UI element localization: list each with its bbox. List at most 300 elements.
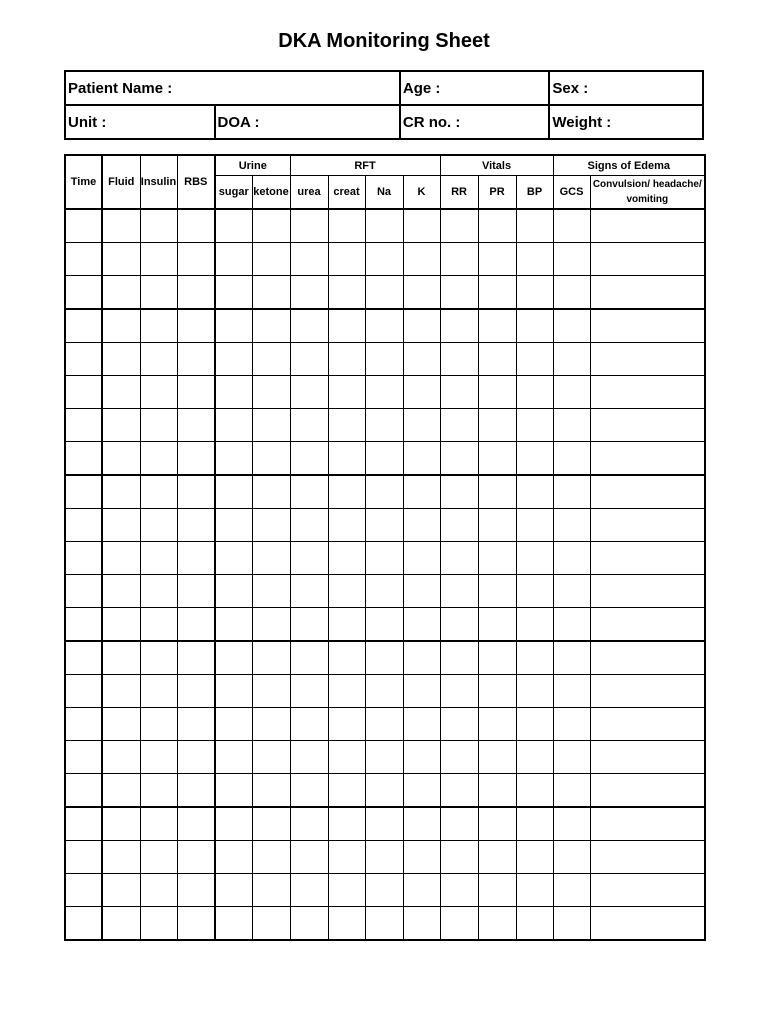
table-cell[interactable] xyxy=(590,741,705,774)
table-cell[interactable] xyxy=(440,675,478,708)
table-cell[interactable] xyxy=(140,376,177,409)
table-cell[interactable] xyxy=(252,409,290,442)
table-cell[interactable] xyxy=(290,575,328,608)
table-cell[interactable] xyxy=(328,309,365,343)
table-cell[interactable] xyxy=(328,608,365,642)
table-cell[interactable] xyxy=(328,874,365,907)
table-cell[interactable] xyxy=(478,907,516,941)
table-cell[interactable] xyxy=(290,708,328,741)
table-cell[interactable] xyxy=(102,741,140,774)
table-cell[interactable] xyxy=(590,542,705,575)
table-cell[interactable] xyxy=(290,741,328,774)
table-cell[interactable] xyxy=(553,209,590,243)
table-cell[interactable] xyxy=(215,575,252,608)
table-cell[interactable] xyxy=(177,907,215,941)
table-cell[interactable] xyxy=(440,774,478,808)
table-cell[interactable] xyxy=(140,608,177,642)
table-cell[interactable] xyxy=(590,243,705,276)
table-cell[interactable] xyxy=(553,343,590,376)
table-cell[interactable] xyxy=(177,509,215,542)
table-cell[interactable] xyxy=(290,409,328,442)
table-cell[interactable] xyxy=(440,542,478,575)
table-cell[interactable] xyxy=(252,509,290,542)
table-cell[interactable] xyxy=(403,708,440,741)
table-cell[interactable] xyxy=(65,807,102,841)
table-cell[interactable] xyxy=(440,209,478,243)
table-cell[interactable] xyxy=(215,907,252,941)
table-cell[interactable] xyxy=(252,907,290,941)
table-cell[interactable] xyxy=(440,343,478,376)
table-cell[interactable] xyxy=(102,874,140,907)
table-cell[interactable] xyxy=(590,309,705,343)
table-cell[interactable] xyxy=(328,343,365,376)
table-cell[interactable] xyxy=(478,509,516,542)
table-cell[interactable] xyxy=(140,575,177,608)
table-cell[interactable] xyxy=(440,708,478,741)
table-cell[interactable] xyxy=(102,807,140,841)
table-cell[interactable] xyxy=(328,807,365,841)
table-cell[interactable] xyxy=(403,641,440,675)
table-cell[interactable] xyxy=(365,841,403,874)
table-cell[interactable] xyxy=(516,376,553,409)
table-cell[interactable] xyxy=(478,841,516,874)
table-cell[interactable] xyxy=(590,376,705,409)
table-cell[interactable] xyxy=(403,542,440,575)
table-cell[interactable] xyxy=(290,807,328,841)
table-cell[interactable] xyxy=(478,807,516,841)
table-cell[interactable] xyxy=(102,343,140,376)
table-cell[interactable] xyxy=(215,608,252,642)
table-cell[interactable] xyxy=(290,475,328,509)
table-cell[interactable] xyxy=(177,376,215,409)
patient-name-field[interactable]: Patient Name : xyxy=(65,71,400,105)
table-cell[interactable] xyxy=(65,442,102,476)
table-cell[interactable] xyxy=(516,841,553,874)
table-cell[interactable] xyxy=(215,475,252,509)
table-cell[interactable] xyxy=(365,741,403,774)
table-cell[interactable] xyxy=(478,276,516,310)
table-cell[interactable] xyxy=(252,475,290,509)
table-cell[interactable] xyxy=(516,343,553,376)
table-cell[interactable] xyxy=(140,343,177,376)
table-cell[interactable] xyxy=(328,209,365,243)
cr-no-field[interactable]: CR no. : xyxy=(400,105,550,139)
table-cell[interactable] xyxy=(516,675,553,708)
table-cell[interactable] xyxy=(252,575,290,608)
table-cell[interactable] xyxy=(516,608,553,642)
table-cell[interactable] xyxy=(553,409,590,442)
table-cell[interactable] xyxy=(328,774,365,808)
table-cell[interactable] xyxy=(102,209,140,243)
table-cell[interactable] xyxy=(516,708,553,741)
table-cell[interactable] xyxy=(478,243,516,276)
table-cell[interactable] xyxy=(478,641,516,675)
table-cell[interactable] xyxy=(140,209,177,243)
table-cell[interactable] xyxy=(177,708,215,741)
table-cell[interactable] xyxy=(516,276,553,310)
table-cell[interactable] xyxy=(215,409,252,442)
table-cell[interactable] xyxy=(65,907,102,941)
table-cell[interactable] xyxy=(177,608,215,642)
table-cell[interactable] xyxy=(65,309,102,343)
table-cell[interactable] xyxy=(177,475,215,509)
table-cell[interactable] xyxy=(516,741,553,774)
table-cell[interactable] xyxy=(290,608,328,642)
table-cell[interactable] xyxy=(553,675,590,708)
table-cell[interactable] xyxy=(516,542,553,575)
table-cell[interactable] xyxy=(65,376,102,409)
table-cell[interactable] xyxy=(177,409,215,442)
table-cell[interactable] xyxy=(440,509,478,542)
table-cell[interactable] xyxy=(252,209,290,243)
table-cell[interactable] xyxy=(140,509,177,542)
table-cell[interactable] xyxy=(102,608,140,642)
table-cell[interactable] xyxy=(177,807,215,841)
table-cell[interactable] xyxy=(365,276,403,310)
table-cell[interactable] xyxy=(403,907,440,941)
table-cell[interactable] xyxy=(553,841,590,874)
table-cell[interactable] xyxy=(252,708,290,741)
table-cell[interactable] xyxy=(252,276,290,310)
table-cell[interactable] xyxy=(290,675,328,708)
age-field[interactable]: Age : xyxy=(400,71,550,105)
table-cell[interactable] xyxy=(478,343,516,376)
table-cell[interactable] xyxy=(177,675,215,708)
table-cell[interactable] xyxy=(102,243,140,276)
table-cell[interactable] xyxy=(478,741,516,774)
table-cell[interactable] xyxy=(290,309,328,343)
table-cell[interactable] xyxy=(553,874,590,907)
table-cell[interactable] xyxy=(65,409,102,442)
table-cell[interactable] xyxy=(365,608,403,642)
table-cell[interactable] xyxy=(65,209,102,243)
table-cell[interactable] xyxy=(365,675,403,708)
table-cell[interactable] xyxy=(177,243,215,276)
table-cell[interactable] xyxy=(177,209,215,243)
table-cell[interactable] xyxy=(478,309,516,343)
table-cell[interactable] xyxy=(252,807,290,841)
table-cell[interactable] xyxy=(440,575,478,608)
table-cell[interactable] xyxy=(290,276,328,310)
table-cell[interactable] xyxy=(140,807,177,841)
table-cell[interactable] xyxy=(177,841,215,874)
table-cell[interactable] xyxy=(553,475,590,509)
table-cell[interactable] xyxy=(328,475,365,509)
table-cell[interactable] xyxy=(590,608,705,642)
table-cell[interactable] xyxy=(290,376,328,409)
table-cell[interactable] xyxy=(328,243,365,276)
table-cell[interactable] xyxy=(102,841,140,874)
table-cell[interactable] xyxy=(65,641,102,675)
table-cell[interactable] xyxy=(252,243,290,276)
table-cell[interactable] xyxy=(102,675,140,708)
table-cell[interactable] xyxy=(65,708,102,741)
table-cell[interactable] xyxy=(140,774,177,808)
table-cell[interactable] xyxy=(102,475,140,509)
table-cell[interactable] xyxy=(403,874,440,907)
table-cell[interactable] xyxy=(328,509,365,542)
table-cell[interactable] xyxy=(478,675,516,708)
table-cell[interactable] xyxy=(252,641,290,675)
table-cell[interactable] xyxy=(553,376,590,409)
table-cell[interactable] xyxy=(440,376,478,409)
table-cell[interactable] xyxy=(328,708,365,741)
table-cell[interactable] xyxy=(365,509,403,542)
table-cell[interactable] xyxy=(177,343,215,376)
table-cell[interactable] xyxy=(290,509,328,542)
table-cell[interactable] xyxy=(440,841,478,874)
table-cell[interactable] xyxy=(403,409,440,442)
table-cell[interactable] xyxy=(177,874,215,907)
table-cell[interactable] xyxy=(516,309,553,343)
table-cell[interactable] xyxy=(140,874,177,907)
table-cell[interactable] xyxy=(590,907,705,941)
table-cell[interactable] xyxy=(102,509,140,542)
unit-field[interactable]: Unit : xyxy=(65,105,215,139)
table-cell[interactable] xyxy=(140,907,177,941)
table-cell[interactable] xyxy=(516,442,553,476)
table-cell[interactable] xyxy=(478,774,516,808)
table-cell[interactable] xyxy=(290,774,328,808)
table-cell[interactable] xyxy=(553,243,590,276)
table-cell[interactable] xyxy=(553,708,590,741)
table-cell[interactable] xyxy=(590,874,705,907)
table-cell[interactable] xyxy=(403,608,440,642)
table-cell[interactable] xyxy=(140,741,177,774)
table-cell[interactable] xyxy=(403,376,440,409)
table-cell[interactable] xyxy=(102,276,140,310)
table-cell[interactable] xyxy=(590,276,705,310)
table-cell[interactable] xyxy=(590,675,705,708)
table-cell[interactable] xyxy=(553,641,590,675)
table-cell[interactable] xyxy=(140,708,177,741)
table-cell[interactable] xyxy=(290,209,328,243)
table-cell[interactable] xyxy=(553,741,590,774)
table-cell[interactable] xyxy=(65,276,102,310)
table-cell[interactable] xyxy=(215,343,252,376)
table-cell[interactable] xyxy=(590,209,705,243)
table-cell[interactable] xyxy=(65,243,102,276)
table-cell[interactable] xyxy=(215,209,252,243)
table-cell[interactable] xyxy=(365,874,403,907)
table-cell[interactable] xyxy=(516,874,553,907)
table-cell[interactable] xyxy=(177,741,215,774)
table-cell[interactable] xyxy=(215,243,252,276)
table-cell[interactable] xyxy=(365,409,403,442)
table-cell[interactable] xyxy=(65,874,102,907)
table-cell[interactable] xyxy=(403,442,440,476)
table-cell[interactable] xyxy=(365,807,403,841)
table-cell[interactable] xyxy=(290,841,328,874)
table-cell[interactable] xyxy=(215,542,252,575)
table-cell[interactable] xyxy=(553,608,590,642)
table-cell[interactable] xyxy=(140,309,177,343)
table-cell[interactable] xyxy=(215,442,252,476)
table-cell[interactable] xyxy=(403,509,440,542)
table-cell[interactable] xyxy=(440,907,478,941)
table-cell[interactable] xyxy=(403,807,440,841)
table-cell[interactable] xyxy=(290,542,328,575)
table-cell[interactable] xyxy=(440,442,478,476)
table-cell[interactable] xyxy=(177,774,215,808)
table-cell[interactable] xyxy=(553,509,590,542)
table-cell[interactable] xyxy=(140,442,177,476)
table-cell[interactable] xyxy=(140,475,177,509)
table-cell[interactable] xyxy=(328,641,365,675)
table-cell[interactable] xyxy=(177,276,215,310)
table-cell[interactable] xyxy=(252,376,290,409)
table-cell[interactable] xyxy=(590,442,705,476)
table-cell[interactable] xyxy=(140,675,177,708)
table-cell[interactable] xyxy=(590,475,705,509)
table-cell[interactable] xyxy=(290,641,328,675)
table-cell[interactable] xyxy=(328,907,365,941)
table-cell[interactable] xyxy=(553,542,590,575)
table-cell[interactable] xyxy=(290,343,328,376)
table-cell[interactable] xyxy=(403,343,440,376)
table-cell[interactable] xyxy=(553,575,590,608)
table-cell[interactable] xyxy=(403,741,440,774)
table-cell[interactable] xyxy=(290,442,328,476)
table-cell[interactable] xyxy=(440,874,478,907)
table-cell[interactable] xyxy=(215,675,252,708)
table-cell[interactable] xyxy=(365,907,403,941)
table-cell[interactable] xyxy=(65,343,102,376)
table-cell[interactable] xyxy=(590,343,705,376)
table-cell[interactable] xyxy=(252,741,290,774)
table-cell[interactable] xyxy=(365,209,403,243)
table-cell[interactable] xyxy=(328,675,365,708)
table-cell[interactable] xyxy=(215,874,252,907)
table-cell[interactable] xyxy=(65,841,102,874)
table-cell[interactable] xyxy=(478,575,516,608)
table-cell[interactable] xyxy=(177,641,215,675)
table-cell[interactable] xyxy=(590,774,705,808)
table-cell[interactable] xyxy=(252,542,290,575)
table-cell[interactable] xyxy=(328,442,365,476)
sex-field[interactable]: Sex : xyxy=(549,71,703,105)
table-cell[interactable] xyxy=(328,575,365,608)
table-cell[interactable] xyxy=(215,774,252,808)
table-cell[interactable] xyxy=(478,542,516,575)
table-cell[interactable] xyxy=(102,376,140,409)
table-cell[interactable] xyxy=(328,276,365,310)
table-cell[interactable] xyxy=(365,542,403,575)
table-cell[interactable] xyxy=(516,475,553,509)
table-cell[interactable] xyxy=(65,509,102,542)
table-cell[interactable] xyxy=(65,575,102,608)
table-cell[interactable] xyxy=(403,243,440,276)
table-cell[interactable] xyxy=(478,608,516,642)
table-cell[interactable] xyxy=(215,309,252,343)
table-cell[interactable] xyxy=(177,542,215,575)
table-cell[interactable] xyxy=(590,841,705,874)
table-cell[interactable] xyxy=(440,608,478,642)
table-cell[interactable] xyxy=(365,376,403,409)
table-cell[interactable] xyxy=(290,874,328,907)
table-cell[interactable] xyxy=(102,575,140,608)
table-cell[interactable] xyxy=(215,807,252,841)
table-cell[interactable] xyxy=(215,509,252,542)
table-cell[interactable] xyxy=(252,675,290,708)
table-cell[interactable] xyxy=(590,708,705,741)
table-cell[interactable] xyxy=(590,409,705,442)
table-cell[interactable] xyxy=(478,209,516,243)
table-cell[interactable] xyxy=(440,309,478,343)
table-cell[interactable] xyxy=(252,442,290,476)
table-cell[interactable] xyxy=(365,475,403,509)
table-cell[interactable] xyxy=(328,542,365,575)
table-cell[interactable] xyxy=(365,708,403,741)
table-cell[interactable] xyxy=(478,376,516,409)
table-cell[interactable] xyxy=(516,641,553,675)
table-cell[interactable] xyxy=(252,841,290,874)
table-cell[interactable] xyxy=(365,641,403,675)
table-cell[interactable] xyxy=(516,409,553,442)
table-cell[interactable] xyxy=(553,276,590,310)
table-cell[interactable] xyxy=(478,708,516,741)
table-cell[interactable] xyxy=(65,741,102,774)
table-cell[interactable] xyxy=(215,276,252,310)
table-cell[interactable] xyxy=(102,907,140,941)
table-cell[interactable] xyxy=(328,841,365,874)
table-cell[interactable] xyxy=(553,907,590,941)
table-cell[interactable] xyxy=(252,608,290,642)
table-cell[interactable] xyxy=(65,542,102,575)
table-cell[interactable] xyxy=(102,708,140,741)
table-cell[interactable] xyxy=(365,442,403,476)
table-cell[interactable] xyxy=(403,774,440,808)
table-cell[interactable] xyxy=(516,774,553,808)
table-cell[interactable] xyxy=(403,841,440,874)
table-cell[interactable] xyxy=(590,509,705,542)
table-cell[interactable] xyxy=(440,243,478,276)
table-cell[interactable] xyxy=(252,874,290,907)
table-cell[interactable] xyxy=(365,774,403,808)
table-cell[interactable] xyxy=(140,409,177,442)
table-cell[interactable] xyxy=(553,807,590,841)
table-cell[interactable] xyxy=(403,209,440,243)
table-cell[interactable] xyxy=(177,442,215,476)
table-cell[interactable] xyxy=(102,774,140,808)
table-cell[interactable] xyxy=(590,641,705,675)
table-cell[interactable] xyxy=(365,575,403,608)
table-cell[interactable] xyxy=(215,376,252,409)
table-cell[interactable] xyxy=(553,442,590,476)
table-cell[interactable] xyxy=(65,675,102,708)
table-cell[interactable] xyxy=(140,841,177,874)
table-cell[interactable] xyxy=(365,343,403,376)
table-cell[interactable] xyxy=(140,542,177,575)
table-cell[interactable] xyxy=(102,442,140,476)
table-cell[interactable] xyxy=(590,575,705,608)
table-cell[interactable] xyxy=(478,475,516,509)
weight-field[interactable]: Weight : xyxy=(549,105,703,139)
table-cell[interactable] xyxy=(102,542,140,575)
table-cell[interactable] xyxy=(516,209,553,243)
table-cell[interactable] xyxy=(553,309,590,343)
table-cell[interactable] xyxy=(140,243,177,276)
table-cell[interactable] xyxy=(252,309,290,343)
table-cell[interactable] xyxy=(516,509,553,542)
table-cell[interactable] xyxy=(403,276,440,310)
table-cell[interactable] xyxy=(403,475,440,509)
table-cell[interactable] xyxy=(590,807,705,841)
table-cell[interactable] xyxy=(440,409,478,442)
table-cell[interactable] xyxy=(215,841,252,874)
table-cell[interactable] xyxy=(478,874,516,907)
doa-field[interactable]: DOA : xyxy=(215,105,400,139)
